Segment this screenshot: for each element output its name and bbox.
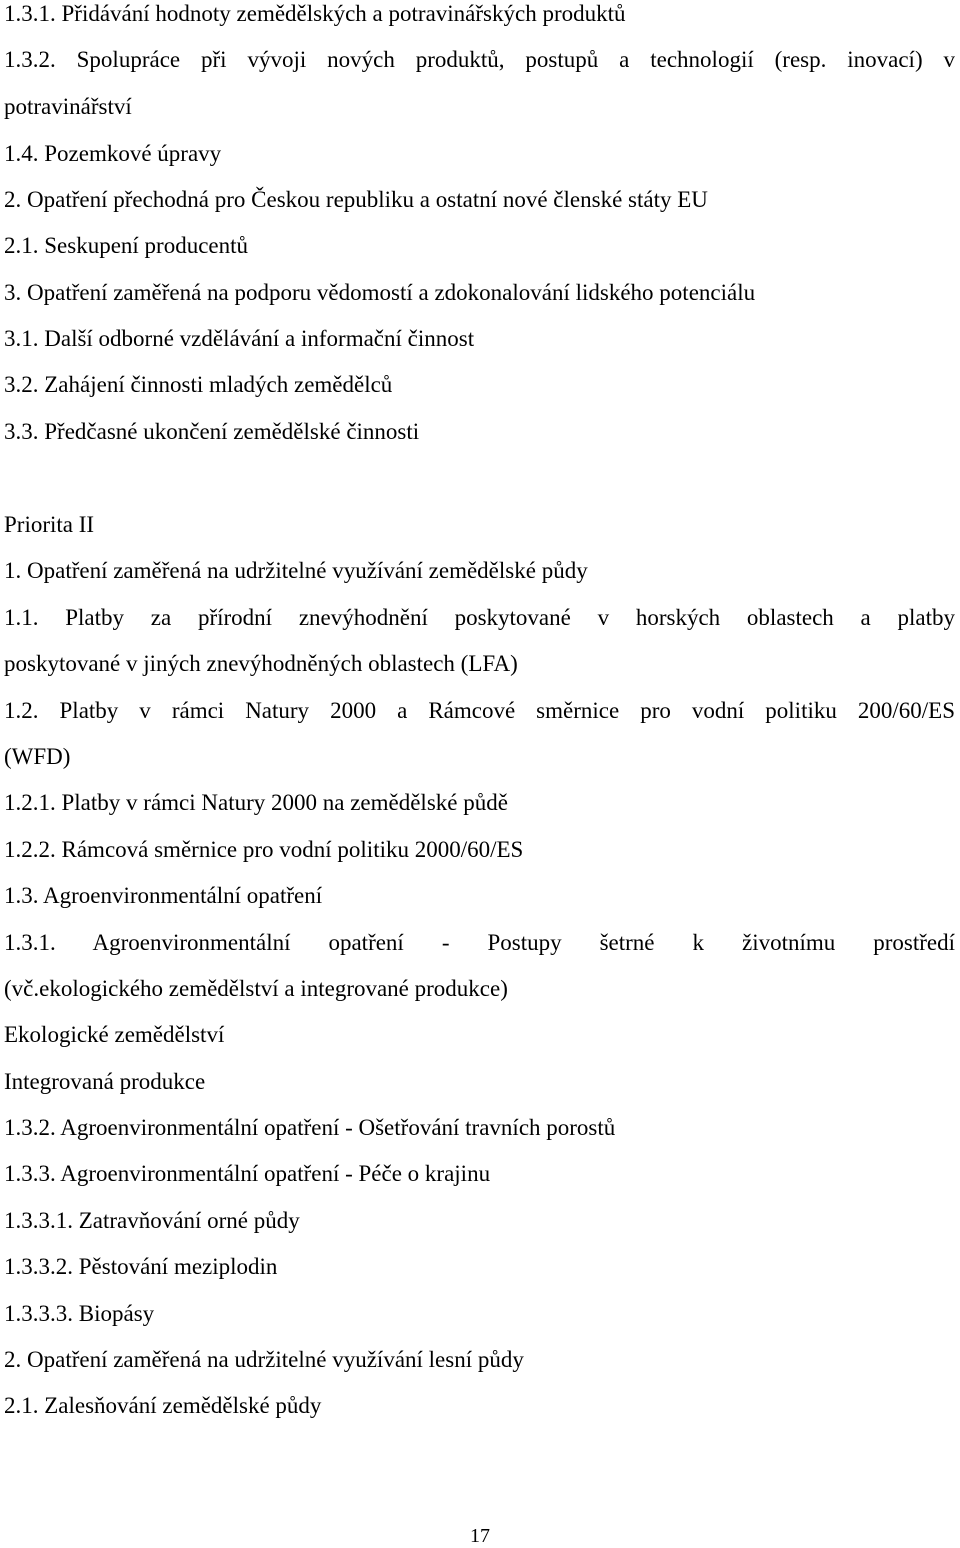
text-line: 3.2. Zahájení činnosti mladých zemědělců <box>4 372 393 397</box>
text-line: 1.3.2. Spolupráce při vývoji nových produktů, postupů a technologií (resp. inovací) v <box>4 47 955 72</box>
text-line: 2. Opatření přechodná pro Českou republiku a ostatní nové členské státy EU <box>4 187 708 212</box>
section-heading: Priorita II <box>4 512 95 537</box>
text-line: 2.1. Zalesňování zemědělské půdy <box>4 1393 322 1418</box>
text-line: 3.1. Další odborné vzdělávání a informační činnost <box>4 326 475 351</box>
text-line: Ekologické zemědělství <box>4 1022 225 1047</box>
text-line: (vč.ekologického zemědělství a integrované produkce) <box>4 976 508 1001</box>
text-line: 2. Opatření zaměřená na udržitelné využívání lesní půdy <box>4 1347 524 1372</box>
text-line: 1.1. Platby za přírodní znevýhodnění poskytované v horských oblastech a platby <box>4 605 955 630</box>
text-line: (WFD) <box>4 744 71 769</box>
text-line: 1.3.3.1. Zatravňování orné půdy <box>4 1208 300 1233</box>
text-line: 1.2.1. Platby v rámci Natury 2000 na zemědělské půdě <box>4 790 508 815</box>
text-line: 1.3.1. Agroenvironmentální opatření - Postupy šetrné k životnímu prostředí <box>4 930 955 955</box>
text-line: 1.3.3. Agroenvironmentální opatření - Péče o krajinu <box>4 1161 491 1186</box>
text-line: 1.3. Agroenvironmentální opatření <box>4 883 323 908</box>
text-line: 1.3.1. Přidávání hodnoty zemědělských a potravinářských produktů <box>4 1 626 26</box>
text-line: Integrovaná produkce <box>4 1069 206 1094</box>
text-line: 1.3.3.2. Pěstování meziplodin <box>4 1254 278 1279</box>
text-line: poskytované v jiných znevýhodněných oblastech (LFA) <box>4 651 518 676</box>
text-line: 1.2.2. Rámcová směrnice pro vodní politiku 2000/60/ES <box>4 837 524 862</box>
text-line: 1.3.2. Agroenvironmentální opatření - Ošetřování travních porostů <box>4 1115 616 1140</box>
text-line: 1.3.3.3. Biopásy <box>4 1301 155 1326</box>
text-line: 3.3. Předčasné ukončení zemědělské činnosti <box>4 419 420 444</box>
page-number: 17 <box>470 1525 490 1547</box>
text-line: 1.2. Platby v rámci Natury 2000 a Rámcové směrnice pro vodní politiku 200/60/ES <box>4 698 955 723</box>
text-line: 2.1. Seskupení producentů <box>4 233 249 258</box>
text-line: 1.4. Pozemkové úpravy <box>4 141 222 166</box>
text-line: 3. Opatření zaměřená na podporu vědomostí a zdokonalování lidského potenciálu <box>4 280 756 305</box>
text-line: potravinářství <box>4 94 132 119</box>
text-line: 1. Opatření zaměřená na udržitelné využívání zemědělské půdy <box>4 558 588 583</box>
